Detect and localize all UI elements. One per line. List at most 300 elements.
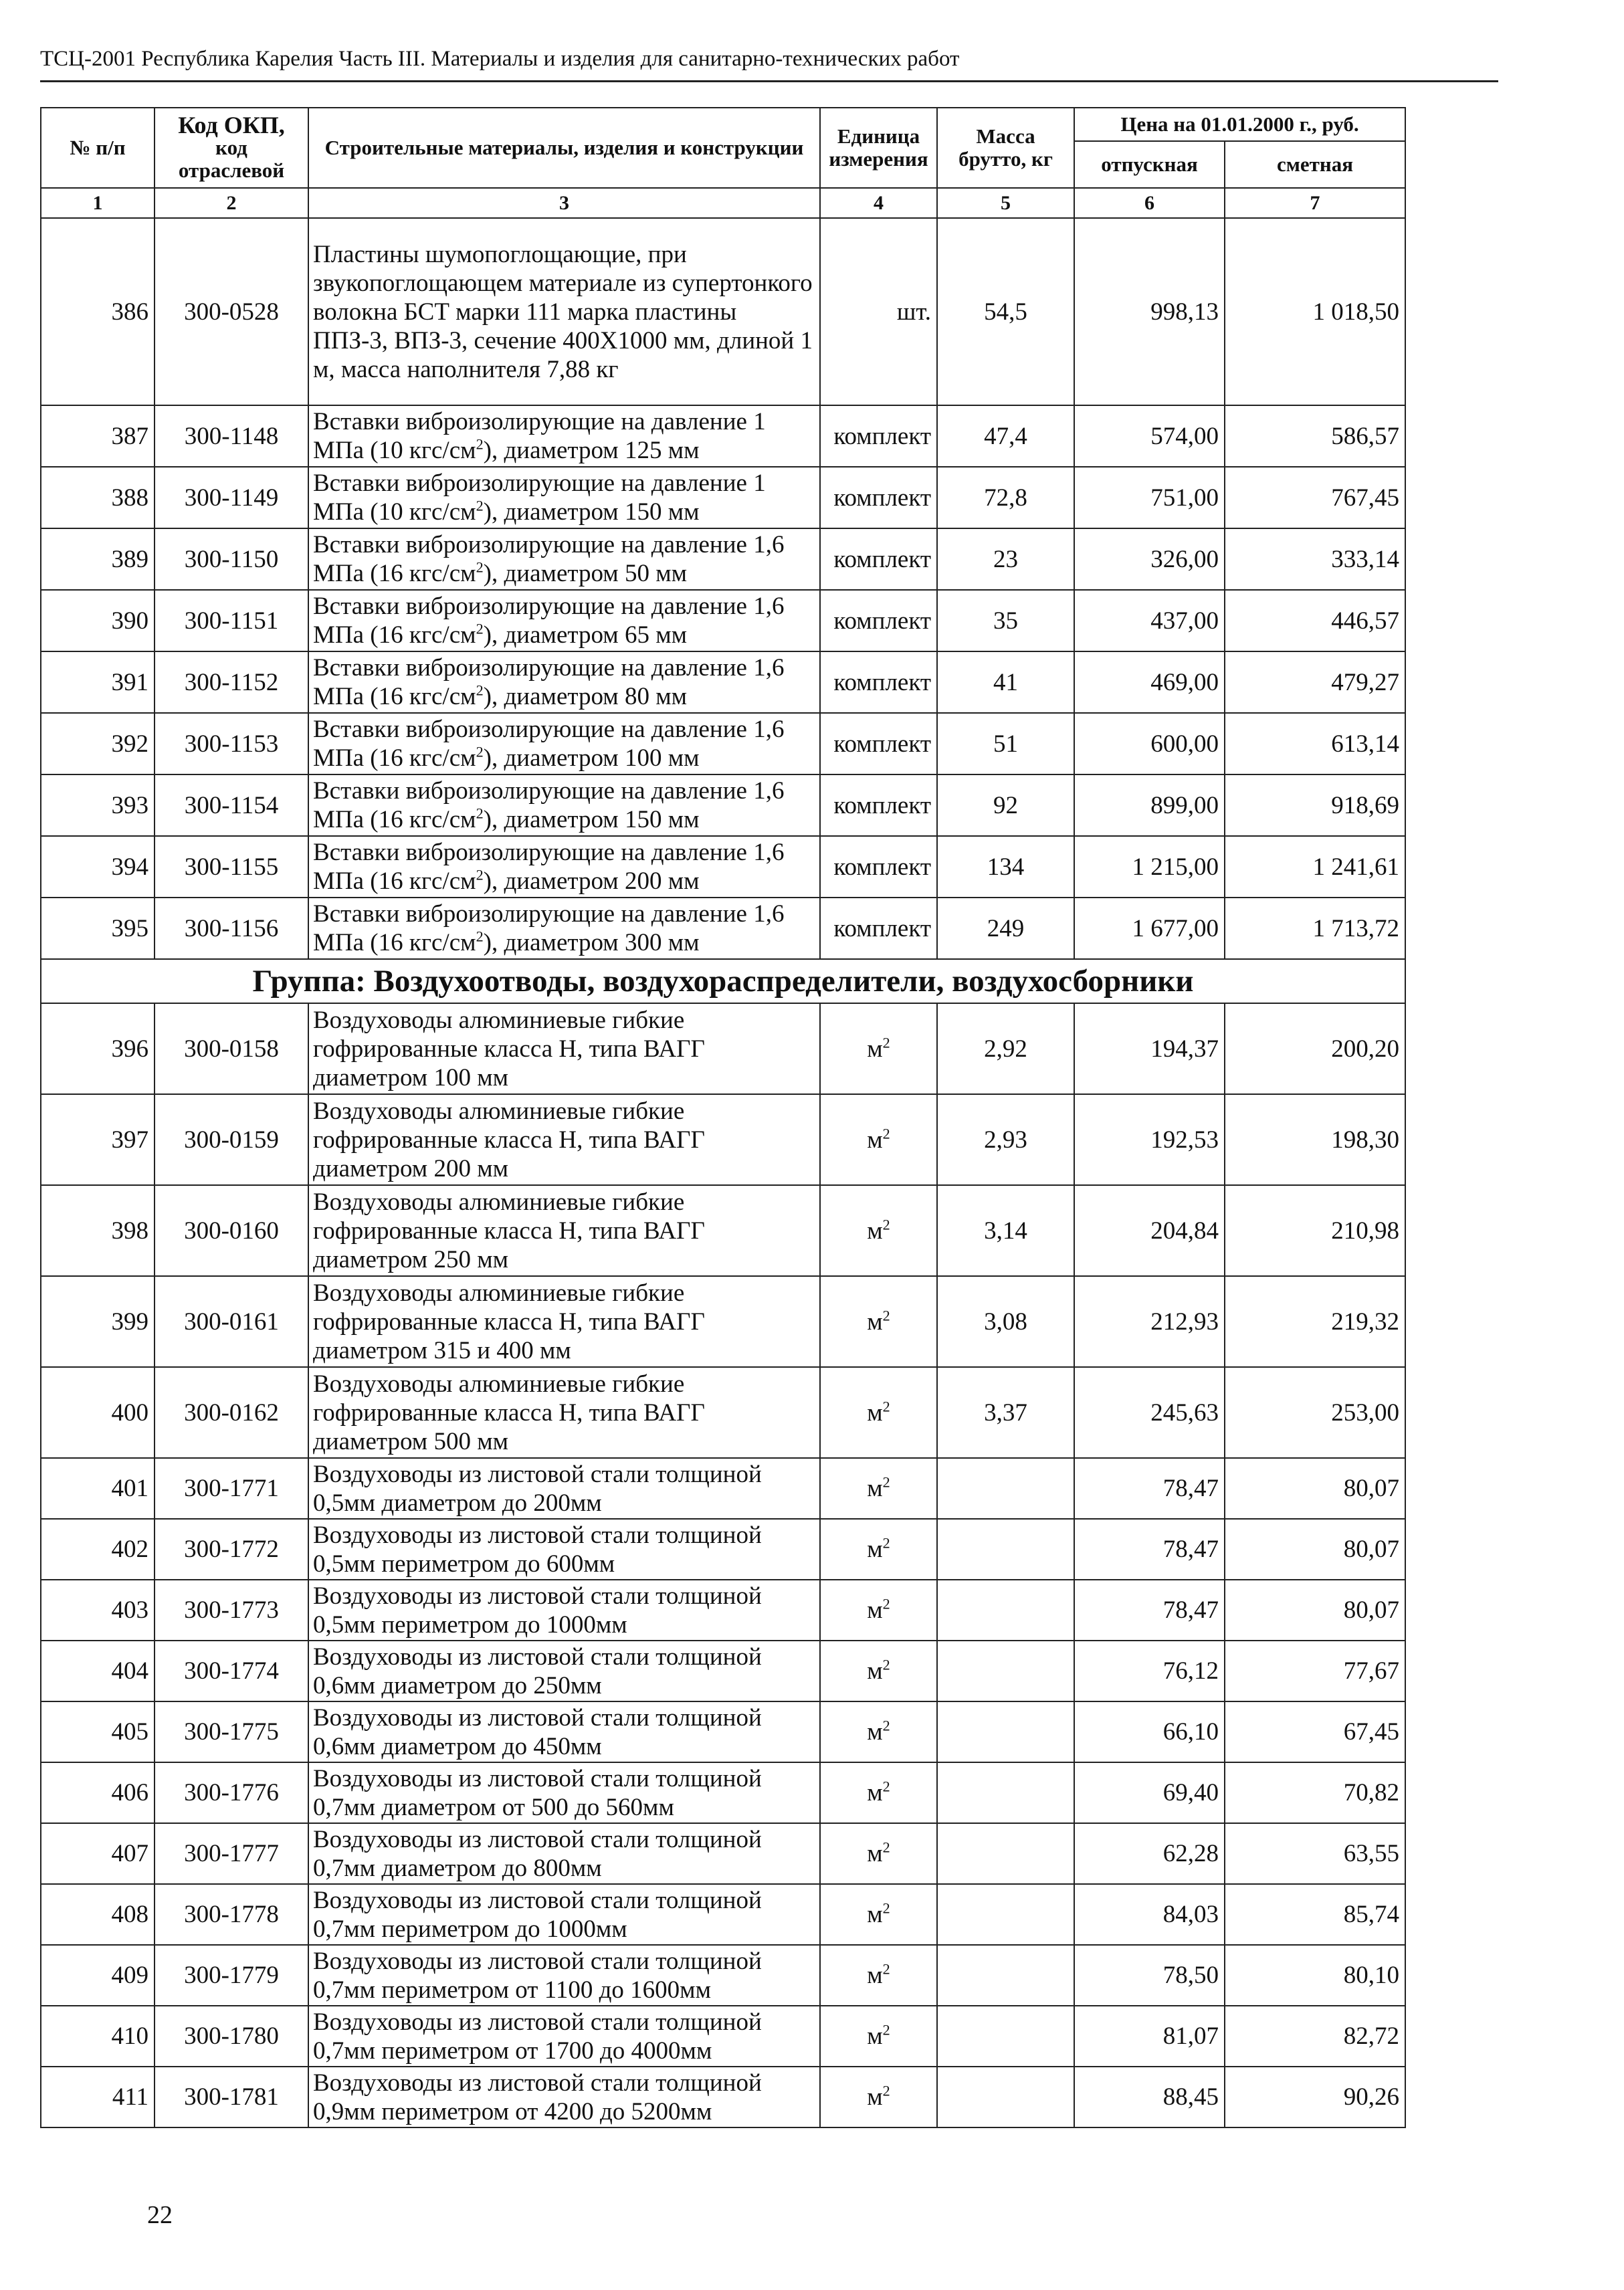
col-header-unit-line1: Единица (837, 124, 920, 148)
row-description: Воздуховоды из листовой стали толщиной 0,6мм диаметром до 450мм (308, 1701, 820, 1762)
row-mass: 23 (937, 528, 1074, 590)
row-description-superscript: 2 (476, 805, 484, 822)
table-row (41, 836, 1405, 898)
row-unit-superscript: 2 (882, 1216, 890, 1233)
row-price-release: 469,00 (1074, 651, 1225, 713)
row-price-estimate: 1 018,50 (1225, 218, 1405, 405)
table-row (41, 1367, 1405, 1458)
row-unit-superscript: 2 (882, 1125, 890, 1142)
row-price-release: 245,63 (1074, 1367, 1225, 1458)
row-price-release: 326,00 (1074, 528, 1225, 590)
row-price-estimate: 333,14 (1225, 528, 1405, 590)
row-unit-text: м (867, 1398, 883, 1427)
row-code: 300-1776 (155, 1762, 308, 1823)
row-price-release: 76,12 (1074, 1641, 1225, 1701)
table-row (41, 1823, 1405, 1884)
row-mass (937, 1884, 1074, 1945)
row-unit (820, 1762, 937, 1823)
row-unit-text: м (867, 1901, 883, 1928)
row-description-text: Вставки виброизолирующие на давление 1 МПа (10 кгс/см (313, 470, 766, 526)
row-unit-superscript: 2 (882, 2082, 890, 2099)
row-code: 300-1774 (155, 1641, 308, 1701)
row-description: Воздуховоды из листовой стали толщиной 0,7мм периметром до 1000мм (308, 1884, 820, 1945)
row-unit (820, 1003, 937, 1094)
row-price-release: 212,93 (1074, 1276, 1225, 1367)
row-code: 300-0162 (155, 1367, 308, 1458)
row-unit-text: комплект (833, 914, 931, 942)
row-number: 391 (41, 651, 155, 713)
row-description-text-end: ), диаметром 80 мм (483, 683, 688, 710)
row-number: 405 (41, 1701, 155, 1762)
row-description-text-end: ), диаметром 50 мм (483, 560, 688, 587)
row-description-text-end: ), диаметром 150 мм (483, 498, 700, 526)
row-mass (937, 1762, 1074, 1823)
row-number: 392 (41, 713, 155, 774)
row-price-estimate: 586,57 (1225, 405, 1405, 467)
row-code: 300-1771 (155, 1458, 308, 1519)
row-unit-text: м (867, 1475, 883, 1502)
row-unit-text: комплект (833, 422, 931, 450)
table-row (41, 528, 1405, 590)
row-description-superscript: 2 (476, 866, 484, 883)
row-price-release: 88,45 (1074, 2067, 1225, 2127)
row-description: Воздуховоды алюминиевые гибкие гофрированные класса Н, типа ВАГГ диаметром 250 мм (308, 1185, 820, 1276)
row-unit (820, 713, 937, 774)
row-code: 300-1778 (155, 1884, 308, 1945)
table-row (41, 774, 1405, 836)
col-header-num: № п/п (41, 108, 155, 188)
row-unit-superscript: 2 (882, 1595, 890, 1612)
col-number: 4 (820, 188, 937, 218)
row-description-text: Вставки виброизолирующие на давление 1,6 МПа (16 кгс/см (313, 716, 785, 772)
row-unit-superscript: 2 (882, 1307, 890, 1324)
row-unit (820, 1519, 937, 1580)
row-description-text: Вставки виброизолирующие на давление 1,6 МПа (16 кгс/см (313, 777, 785, 833)
col-header-price-estimate: сметная (1225, 141, 1405, 188)
row-description-superscript: 2 (476, 620, 484, 637)
row-unit-text: комплект (833, 791, 931, 819)
row-unit (820, 1580, 937, 1641)
row-price-release: 78,47 (1074, 1458, 1225, 1519)
price-table (40, 107, 1406, 2128)
row-price-release: 84,03 (1074, 1884, 1225, 1945)
row-number: 388 (41, 467, 155, 528)
table-row (41, 1519, 1405, 1580)
row-description (308, 774, 820, 836)
row-mass: 2,92 (937, 1003, 1074, 1094)
row-code: 300-1156 (155, 898, 308, 959)
row-number: 389 (41, 528, 155, 590)
row-price-release: 998,13 (1074, 218, 1225, 405)
table-row (41, 651, 1405, 713)
table-row (41, 1276, 1405, 1367)
row-mass: 3,08 (937, 1276, 1074, 1367)
row-price-release: 62,28 (1074, 1823, 1225, 1884)
row-description: Пластины шумопоглощающие, при звукопоглощающем материале из супертонкого волокна БСТ марки 111 марка пластины ППЗ-3, ВПЗ-3, сечение 400Х1000 мм, длиной 1 м, масса наполнителя 7,88 кг (308, 218, 820, 405)
row-unit-text: м (867, 1596, 883, 1624)
col-header-unit (820, 108, 937, 188)
row-price-estimate: 85,74 (1225, 1884, 1405, 1945)
row-unit-text: комплект (833, 545, 931, 573)
row-description (308, 405, 820, 467)
row-unit (820, 1458, 937, 1519)
row-unit-text: комплект (833, 853, 931, 881)
row-unit-superscript: 2 (882, 1398, 890, 1415)
row-price-estimate: 80,07 (1225, 1580, 1405, 1641)
row-description (308, 467, 820, 528)
row-price-release: 899,00 (1074, 774, 1225, 836)
row-description (308, 898, 820, 959)
row-number: 395 (41, 898, 155, 959)
row-unit (820, 836, 937, 898)
row-mass (937, 1945, 1074, 2006)
row-code: 300-1780 (155, 2006, 308, 2067)
table-row (41, 1580, 1405, 1641)
row-unit-text: м (867, 1035, 883, 1063)
row-number: 410 (41, 2006, 155, 2067)
row-description: Воздуховоды алюминиевые гибкие гофрированные класса Н, типа ВАГГ диаметром 315 и 400 мм (308, 1276, 820, 1367)
row-mass: 54,5 (937, 218, 1074, 405)
row-number: 408 (41, 1884, 155, 1945)
row-price-estimate: 446,57 (1225, 590, 1405, 651)
row-code: 300-1155 (155, 836, 308, 898)
row-mass (937, 2006, 1074, 2067)
row-description (308, 836, 820, 898)
row-unit-text: м (867, 1308, 883, 1336)
row-mass: 249 (937, 898, 1074, 959)
row-description: Воздуховоды из листовой стали толщиной 0,7мм диаметром до 800мм (308, 1823, 820, 1884)
row-description-text: Вставки виброизолирующие на давление 1 МПа (10 кгс/см (313, 408, 766, 464)
column-number-row (41, 188, 1405, 218)
page-header: ТСЦ-2001 Республика Карелия Часть III. Материалы и изделия для санитарно-технических работ (40, 47, 960, 71)
row-unit-superscript: 2 (882, 1960, 890, 1978)
row-unit-superscript: 2 (882, 1839, 890, 1856)
row-description-text: Вставки виброизолирующие на давление 1,6 МПа (16 кгс/см (313, 900, 785, 956)
row-mass: 92 (937, 774, 1074, 836)
row-price-release: 600,00 (1074, 713, 1225, 774)
row-description (308, 651, 820, 713)
row-unit-text: м (867, 1962, 883, 1989)
table-row (41, 1701, 1405, 1762)
row-code: 300-0160 (155, 1185, 308, 1276)
col-header-mass (937, 108, 1074, 188)
col-header-price-release: отпускная (1074, 141, 1225, 188)
row-unit-superscript: 2 (882, 1717, 890, 1734)
row-unit (820, 467, 937, 528)
row-price-release: 78,47 (1074, 1519, 1225, 1580)
row-price-estimate: 80,07 (1225, 1458, 1405, 1519)
row-price-estimate: 767,45 (1225, 467, 1405, 528)
row-unit-superscript: 2 (882, 1778, 890, 1795)
row-unit (820, 1276, 937, 1367)
row-price-estimate: 253,00 (1225, 1367, 1405, 1458)
table-row (41, 218, 1405, 405)
row-price-estimate: 200,20 (1225, 1003, 1405, 1094)
row-price-estimate: 63,55 (1225, 1823, 1405, 1884)
row-price-estimate: 479,27 (1225, 651, 1405, 713)
table-row (41, 1641, 1405, 1701)
row-price-estimate: 82,72 (1225, 2006, 1405, 2067)
row-description: Воздуховоды из листовой стали толщиной 0,7мм периметром от 1100 до 1600мм (308, 1945, 820, 2006)
row-unit-text: м (867, 1126, 883, 1154)
row-unit-text: комплект (833, 484, 931, 512)
row-unit-text: комплект (833, 668, 931, 696)
row-code: 300-1772 (155, 1519, 308, 1580)
row-description-text: Вставки виброизолирующие на давление 1,6 МПа (16 кгс/см (313, 531, 785, 587)
row-description-superscript: 2 (476, 558, 484, 576)
row-price-estimate: 80,07 (1225, 1519, 1405, 1580)
row-description-text: Вставки виброизолирующие на давление 1,6 МПа (16 кгс/см (313, 593, 785, 649)
row-description: Воздуховоды из листовой стали толщиной 0,5мм периметром до 600мм (308, 1519, 820, 1580)
row-number: 387 (41, 405, 155, 467)
row-unit (820, 1094, 937, 1185)
row-number: 397 (41, 1094, 155, 1185)
row-price-estimate: 918,69 (1225, 774, 1405, 836)
col-header-code-line3: отраслевой (178, 159, 285, 182)
row-number: 409 (41, 1945, 155, 2006)
col-number: 7 (1225, 188, 1405, 218)
row-code: 300-0528 (155, 218, 308, 405)
row-mass: 3,37 (937, 1367, 1074, 1458)
row-unit (820, 1641, 937, 1701)
row-number: 407 (41, 1823, 155, 1884)
row-mass (937, 2067, 1074, 2127)
row-unit (820, 528, 937, 590)
row-description: Воздуховоды из листовой стали толщиной 0,5мм диаметром до 200мм (308, 1458, 820, 1519)
row-description (308, 528, 820, 590)
row-description-text-end: ), диаметром 150 мм (483, 806, 700, 833)
row-code: 300-1149 (155, 467, 308, 528)
col-header-price-group: Цена на 01.01.2000 г., руб. (1074, 108, 1405, 141)
row-unit-text: м (867, 1217, 883, 1245)
row-description-text-end: ), диаметром 200 мм (483, 867, 700, 895)
row-unit (820, 898, 937, 959)
row-unit-text: м (867, 1657, 883, 1685)
row-code: 300-1779 (155, 1945, 308, 2006)
row-description-text-end: ), диаметром 65 мм (483, 621, 688, 649)
row-mass: 51 (937, 713, 1074, 774)
table-row (41, 898, 1405, 959)
row-code: 300-1148 (155, 405, 308, 467)
row-unit (820, 1185, 937, 1276)
table-row (41, 1458, 1405, 1519)
row-price-estimate: 90,26 (1225, 2067, 1405, 2127)
row-description-text-end: ), диаметром 125 мм (483, 437, 700, 464)
row-price-release: 204,84 (1074, 1185, 1225, 1276)
row-code: 300-1781 (155, 2067, 308, 2127)
row-unit (820, 1945, 937, 2006)
row-unit (820, 2067, 937, 2127)
row-number: 411 (41, 2067, 155, 2127)
table-row (41, 1185, 1405, 1276)
row-price-release: 1 677,00 (1074, 898, 1225, 959)
row-mass: 47,4 (937, 405, 1074, 467)
row-price-estimate: 613,14 (1225, 713, 1405, 774)
row-code: 300-0159 (155, 1094, 308, 1185)
row-code: 300-1777 (155, 1823, 308, 1884)
header-divider (40, 80, 1498, 82)
row-unit (820, 218, 937, 405)
row-mass (937, 1519, 1074, 1580)
row-description-text-end: ), диаметром 300 мм (483, 929, 700, 956)
row-number: 402 (41, 1519, 155, 1580)
table-row (41, 467, 1405, 528)
table-row (41, 1945, 1405, 2006)
row-unit (820, 1823, 937, 1884)
row-unit (820, 1884, 937, 1945)
row-unit-text: комплект (833, 607, 931, 635)
row-unit (820, 590, 937, 651)
row-price-release: 78,47 (1074, 1580, 1225, 1641)
row-unit-text: м (867, 2083, 883, 2111)
row-code: 300-1152 (155, 651, 308, 713)
col-header-name: Строительные материалы, изделия и конструкции (308, 108, 820, 188)
group-row (41, 959, 1405, 1003)
row-price-estimate: 80,10 (1225, 1945, 1405, 2006)
row-code: 300-0158 (155, 1003, 308, 1094)
row-mass (937, 1823, 1074, 1884)
row-unit-superscript: 2 (882, 1473, 890, 1491)
row-price-estimate: 67,45 (1225, 1701, 1405, 1762)
row-mass: 35 (937, 590, 1074, 651)
row-unit (820, 405, 937, 467)
row-price-release: 751,00 (1074, 467, 1225, 528)
row-description-text-end: ), диаметром 100 мм (483, 744, 700, 772)
row-mass: 134 (937, 836, 1074, 898)
col-number: 1 (41, 188, 155, 218)
row-unit (820, 651, 937, 713)
row-description-superscript: 2 (476, 928, 484, 945)
row-price-estimate: 219,32 (1225, 1276, 1405, 1367)
row-description-superscript: 2 (476, 435, 484, 453)
row-unit-text: м (867, 1536, 883, 1563)
row-price-release: 66,10 (1074, 1701, 1225, 1762)
table-row (41, 1094, 1405, 1185)
row-mass (937, 1458, 1074, 1519)
row-description (308, 590, 820, 651)
row-unit-text: шт. (896, 298, 931, 326)
table-row (41, 2006, 1405, 2067)
row-description: Воздуховоды из листовой стали толщиной 0,5мм периметром до 1000мм (308, 1580, 820, 1641)
col-header-code-line1: Код ОКП, (178, 112, 285, 138)
row-unit-text: м (867, 1840, 883, 1867)
row-number: 399 (41, 1276, 155, 1367)
row-description: Воздуховоды алюминиевые гибкие гофрированные класса Н, типа ВАГГ диаметром 500 мм (308, 1367, 820, 1458)
col-number: 5 (937, 188, 1074, 218)
row-price-estimate: 1 713,72 (1225, 898, 1405, 959)
row-description-superscript: 2 (476, 497, 484, 514)
page-number: 22 (147, 2201, 173, 2229)
row-number: 396 (41, 1003, 155, 1094)
row-number: 401 (41, 1458, 155, 1519)
row-number: 390 (41, 590, 155, 651)
row-unit-text: комплект (833, 730, 931, 758)
row-description: Воздуховоды из листовой стали толщиной 0,7мм диаметром от 500 до 560мм (308, 1762, 820, 1823)
table-body (41, 218, 1405, 2127)
row-number: 393 (41, 774, 155, 836)
table-row (41, 405, 1405, 467)
row-price-release: 1 215,00 (1074, 836, 1225, 898)
row-unit-text: м (867, 1779, 883, 1806)
row-code: 300-1773 (155, 1580, 308, 1641)
row-price-estimate: 70,82 (1225, 1762, 1405, 1823)
row-description: Воздуховоды из листовой стали толщиной 0,9мм периметром от 4200 до 5200мм (308, 2067, 820, 2127)
table-row (41, 1003, 1405, 1094)
row-unit-superscript: 2 (882, 1656, 890, 1673)
row-number: 404 (41, 1641, 155, 1701)
row-description: Воздуховоды алюминиевые гибкие гофрированные класса Н, типа ВАГГ диаметром 100 мм (308, 1003, 820, 1094)
row-description-superscript: 2 (476, 682, 484, 699)
row-unit-superscript: 2 (882, 1899, 890, 1917)
row-unit-text: м (867, 1718, 883, 1746)
col-header-code-line2: код (215, 136, 247, 159)
row-description-text: Вставки виброизолирующие на давление 1,6 МПа (16 кгс/см (313, 654, 785, 710)
row-mass (937, 1701, 1074, 1762)
table-row (41, 1884, 1405, 1945)
row-code: 300-1151 (155, 590, 308, 651)
col-header-code (155, 108, 308, 188)
row-unit (820, 774, 937, 836)
col-number: 2 (155, 188, 308, 218)
row-number: 406 (41, 1762, 155, 1823)
row-number: 398 (41, 1185, 155, 1276)
row-price-release: 81,07 (1074, 2006, 1225, 2067)
row-price-estimate: 210,98 (1225, 1185, 1405, 1276)
row-code: 300-1153 (155, 713, 308, 774)
row-description (308, 713, 820, 774)
row-description-superscript: 2 (476, 743, 484, 760)
table-row (41, 713, 1405, 774)
row-price-estimate: 77,67 (1225, 1641, 1405, 1701)
row-mass: 41 (937, 651, 1074, 713)
row-price-release: 437,00 (1074, 590, 1225, 651)
row-description: Воздуховоды из листовой стали толщиной 0,6мм диаметром до 250мм (308, 1641, 820, 1701)
row-price-release: 194,37 (1074, 1003, 1225, 1094)
row-number: 386 (41, 218, 155, 405)
row-mass: 3,14 (937, 1185, 1074, 1276)
row-number: 400 (41, 1367, 155, 1458)
row-price-estimate: 198,30 (1225, 1094, 1405, 1185)
col-number: 6 (1074, 188, 1225, 218)
row-unit-text: м (867, 2022, 883, 2050)
row-mass (937, 1580, 1074, 1641)
row-unit (820, 2006, 937, 2067)
row-mass: 2,93 (937, 1094, 1074, 1185)
row-code: 300-0161 (155, 1276, 308, 1367)
col-header-unit-line2: измерения (829, 147, 928, 171)
row-price-release: 69,40 (1074, 1762, 1225, 1823)
row-mass: 72,8 (937, 467, 1074, 528)
row-number: 394 (41, 836, 155, 898)
table-row (41, 2067, 1405, 2127)
row-unit-superscript: 2 (882, 1534, 890, 1552)
group-title: Группа: Воздухоотводы, воздухораспределители, воздухосборники (41, 959, 1405, 1003)
row-unit-superscript: 2 (882, 1034, 890, 1051)
row-unit (820, 1701, 937, 1762)
row-description-text: Вставки виброизолирующие на давление 1,6 МПа (16 кгс/см (313, 839, 785, 895)
row-price-release: 192,53 (1074, 1094, 1225, 1185)
col-number: 3 (308, 188, 820, 218)
row-unit (820, 1367, 937, 1458)
row-price-estimate: 1 241,61 (1225, 836, 1405, 898)
table-row (41, 1762, 1405, 1823)
col-header-mass-line2: брутто, кг (958, 147, 1053, 171)
row-description: Воздуховоды алюминиевые гибкие гофрированные класса Н, типа ВАГГ диаметром 200 мм (308, 1094, 820, 1185)
row-mass (937, 1641, 1074, 1701)
table-row (41, 590, 1405, 651)
row-price-release: 78,50 (1074, 1945, 1225, 2006)
row-code: 300-1775 (155, 1701, 308, 1762)
